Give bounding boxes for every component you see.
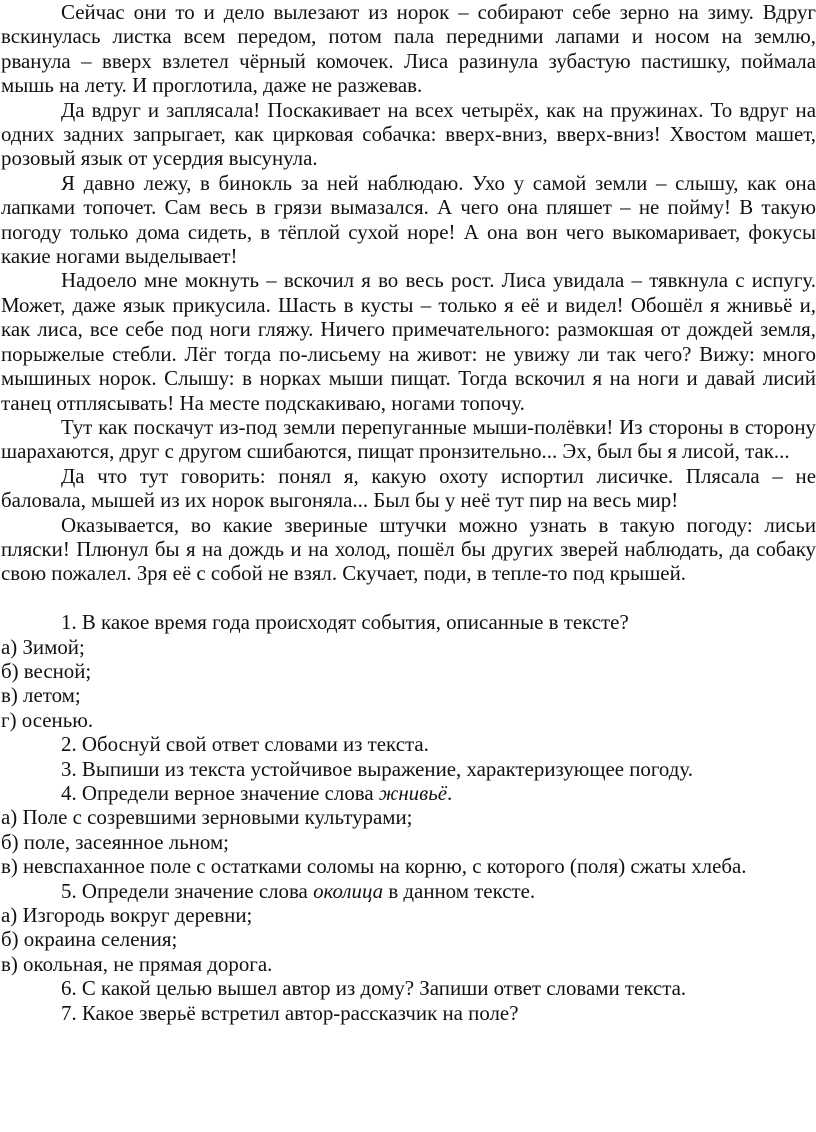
story-paragraph: Да вдруг и заплясала! Поскакивает на всех четырёх, как на пружинах. То вдруг на одних задних запрыгает, как цирковая собачка: вверх-вниз, вверх-вниз! Хвостом машет, розовый язык от усердия высунула.	[1, 97, 816, 171]
answer-option: а) Изгородь вокруг деревни;	[1, 903, 253, 928]
question-5-end: в данном тексте.	[383, 878, 536, 903]
question-4-term: жнивьё	[378, 780, 447, 805]
question-5-text: 5. Определи значение слова	[61, 878, 314, 903]
question-4-text: 4. Определи верное значение слова	[61, 780, 379, 805]
answer-option: а) Поле с созревшими зерновыми культурами;	[1, 805, 413, 830]
story-paragraph: Тут как поскачут из-под земли перепуганные мыши-полёвки! Из стороны в сторону шарахаются, друг с другом сшибаются, пищат пронзительно... Эх, был бы я лисой, так...	[1, 414, 816, 464]
answer-option: а) Зимой;	[1, 634, 85, 659]
answer-option: г) осенью.	[1, 707, 94, 732]
story-paragraph: Да что тут говорить: понял я, какую охоту испортил лисичке. Плясала – не баловала, мышей из их норок выгоняла... Был бы у неё тут пир на весь мир!	[1, 463, 816, 513]
answer-option: в) летом;	[1, 683, 81, 708]
answer-option: в) невспаханное поле с остатками соломы на корню, с которого (поля) сжаты хлеба.	[1, 854, 747, 879]
question-4-end: .	[446, 780, 453, 805]
question-1: 1. В какое время года происходят события, описанные в тексте?	[61, 610, 629, 635]
answer-option: б) поле, засеянное льном;	[1, 829, 229, 854]
question-2: 2. Обоснуй свой ответ словами из текста.	[61, 732, 429, 757]
story-paragraph: Я давно лежу, в бинокль за ней наблюдаю. Ухо у самой земли – слышу, как она лапками топочет. Сам весь в грязи вымазался. А чего она пляшет – не пойму! В такую погоду только дома сидеть, в тёплой сухой норе! А она вон чего выкомаривает, фокусы какие ногами выделывает!	[1, 170, 816, 269]
answer-option: б) весной;	[1, 658, 92, 683]
question-6: 6. С какой целью вышел автор из дому? Запиши ответ словами текста.	[61, 976, 687, 1001]
question-4	[1, 781, 816, 805]
answer-option: б) окраина селения;	[1, 927, 178, 952]
story-paragraph: Сейчас они то и дело вылезают из норок – собирают себе зерно на зиму. Вдруг вскинулась листка всем передом, потом пала передними лапами и носом на землю, рванула – вверх взлетел чёрный комочек. Лиса разинула зубастую пастишку, поймала мышь на лету. И проглотила, даже не разжевав.	[1, 0, 816, 98]
question-7: 7. Какое зверьё встретил автор-рассказчик на поле?	[61, 1000, 519, 1025]
question-3: 3. Выпиши из текста устойчивое выражение, характеризующее погоду.	[61, 756, 693, 781]
section-spacer	[1, 586, 816, 610]
answer-option: в) окольная, не прямая дорога.	[1, 951, 273, 976]
story-paragraph: Оказывается, во какие звериные штучки можно узнать в такую погоду: лисьи пляски! Плюнул бы я на дождь и на холод, пошёл бы других зверей наблюдать, да собаку свою пожалел. Зря её с собой не взял. Скучает, поди, в тепле-то под крышей.	[1, 512, 816, 586]
question-5	[1, 879, 816, 903]
question-5-term: околица	[313, 878, 384, 903]
story-paragraph: Надоело мне мокнуть – вскочил я во весь рост. Лиса увидала – тявкнула с испугу. Может, даже язык прикусила. Шасть в кусты – только я её и видел! Обошёл я жнивьё и, как лиса, все себе под ноги гляжу. Ничего примечательного: размокшая от дождей земля, порыжелые стебли. Лёг тогда по-лисьему на живот: не увижу ли так чего? Вижу: много мышиных норок. Слышу: в норках мыши пищат. Тогда вскочил я на ноги и давай лисий танец отплясывать! На месте подскакиваю, ногами топочу.	[1, 268, 816, 415]
